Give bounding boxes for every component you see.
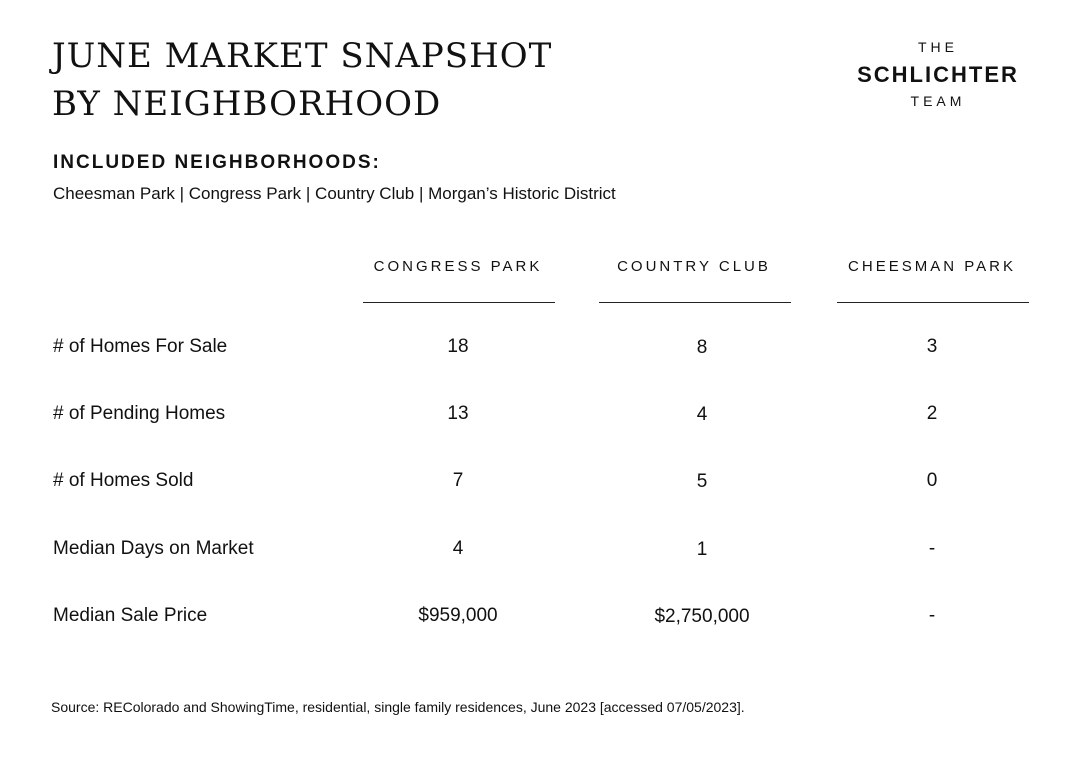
row-label-median-days-on-market: Median Days on Market bbox=[53, 538, 254, 559]
source-note: Source: REColorado and ShowingTime, residential, single family residences, June 2023 [accessed 07/05/2023]. bbox=[51, 699, 745, 715]
table-cell: 2 bbox=[926, 403, 938, 424]
row-label-median-sale-price: Median Sale Price bbox=[53, 605, 208, 626]
page-title bbox=[52, 32, 552, 128]
title-line-1: JUNE MARKET SNAPSHOT bbox=[52, 36, 553, 76]
logo-bottom-text: TEAM bbox=[910, 93, 966, 109]
logo-name-text: SCHLICHTER bbox=[857, 62, 1019, 87]
row-label-homes-sold: # of Homes Sold bbox=[53, 470, 194, 491]
table-cell: 18 bbox=[447, 336, 469, 357]
table-cell: $959,000 bbox=[418, 605, 498, 626]
row-label-pending-homes: # of Pending Homes bbox=[53, 403, 226, 424]
column-header-cheesman-park: CHEESMAN PARK bbox=[848, 258, 1016, 275]
table-cell: 7 bbox=[452, 470, 464, 491]
table-cell: 13 bbox=[447, 403, 469, 424]
title-line-2: BY NEIGHBORHOOD bbox=[52, 84, 442, 124]
table-cell: - bbox=[928, 605, 936, 626]
column-divider bbox=[599, 302, 791, 303]
column-header-country-club: COUNTRY CLUB bbox=[617, 258, 771, 275]
table-cell: $2,750,000 bbox=[654, 606, 750, 627]
table-cell: 1 bbox=[696, 539, 708, 560]
table-cell: 3 bbox=[926, 336, 938, 357]
column-header-congress-park: CONGRESS PARK bbox=[373, 258, 543, 275]
table-cell: 8 bbox=[696, 337, 708, 358]
column-divider bbox=[837, 302, 1029, 303]
included-neighborhoods-list: Cheesman Park | Congress Park | Country Club | Morgan’s Historic District bbox=[53, 184, 616, 203]
table-cell: 5 bbox=[696, 471, 708, 492]
row-label-homes-for-sale: # of Homes For Sale bbox=[53, 336, 228, 357]
column-divider bbox=[363, 302, 555, 303]
included-neighborhoods-heading: INCLUDED NEIGHBORHOODS: bbox=[53, 152, 381, 173]
table-cell: 4 bbox=[452, 538, 464, 559]
logo bbox=[838, 38, 1038, 110]
table-cell: 0 bbox=[926, 470, 938, 491]
logo-top-text: THE bbox=[918, 39, 958, 55]
table-cell: - bbox=[928, 538, 936, 559]
table-cell: 4 bbox=[696, 404, 708, 425]
